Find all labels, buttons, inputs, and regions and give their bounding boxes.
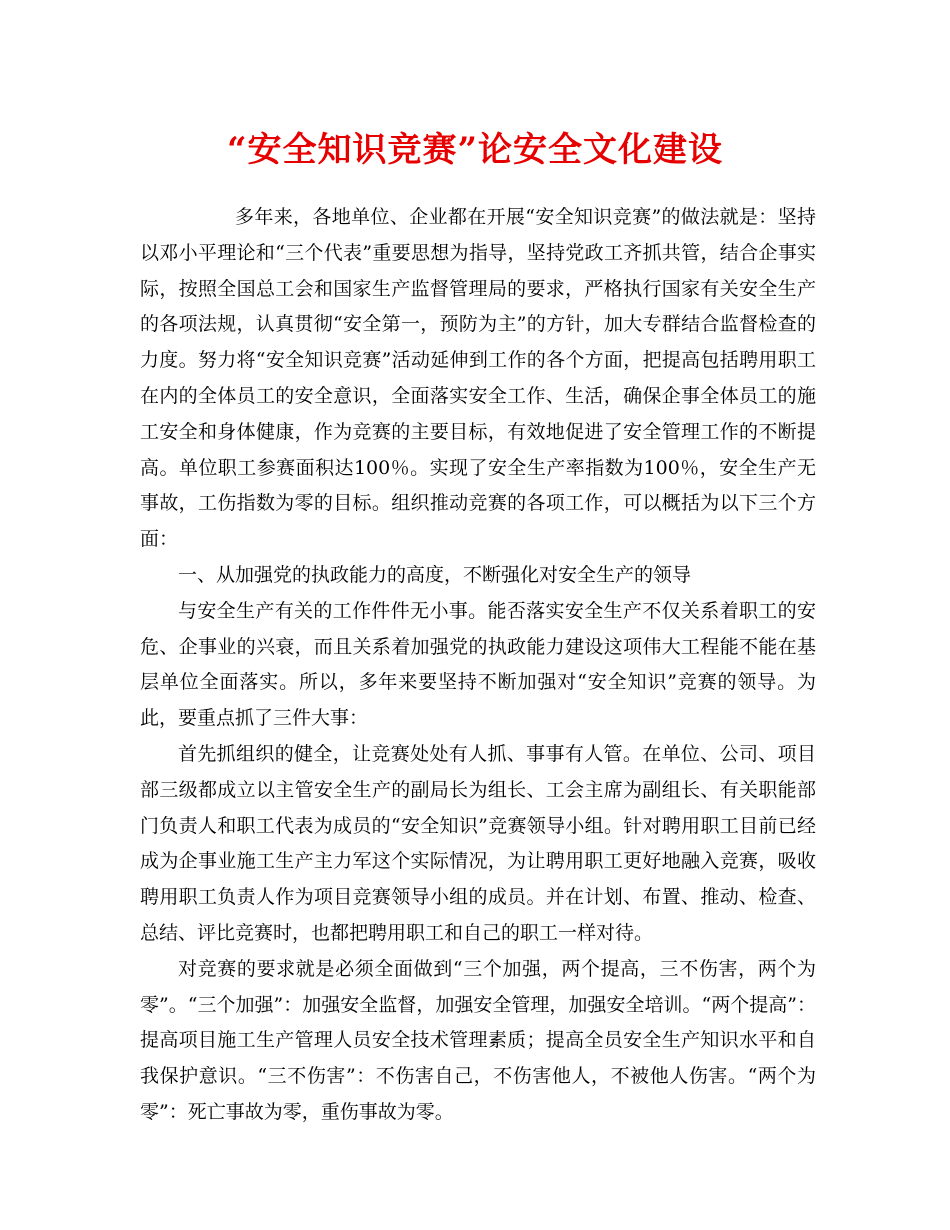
paragraph-section-1: 与安全生产有关的工作件件无小事。能否落实安全生产不仅关系着职工的安危、企事业的兴衰，而且关系着加强党的执政能力建设这项伟大工程能不能在基层单位全面落实。所以，多年来要坚持不断加强对“安全知识”竞赛的领导。为此，要重点抓了三件大事：: [140, 599, 816, 730]
paragraph-organization: 首先抓组织的健全，让竞赛处处有人抓、事事有人管。在单位、公司、项目部三级都成立以主管安全生产的副局长为组长、工会主席为副组长、有关职能部门负责人和职工代表为成员的“安全知识”竞赛领导小组。针对聘用职工目前已经成为企事业施工生产主力军这个实际情况，为让聘用职工更好地融入竞赛，吸收聘用职工负责人作为项目竞赛领导小组的成员。并在计划、布置、推动、检查、总结、评比竞赛时，也都把聘用职工和自己的职工一样对待。: [140, 742, 816, 944]
document-title: “安全知识竞赛”论安全文化建设: [226, 130, 724, 170]
paragraph-intro: 多年来，各地单位、企业都在开展“安全知识竞赛”的做法就是：坚持以邓小平理论和“三个代表”重要思想为指导，坚持党政工齐抓共管，结合企事实际，按照全国总工会和国家生产监督管理局的要求，严格执行国家有关安全生产的各项法规，认真贯彻“安全第一，预防为主”的方针，加大专群结合监督检查的力度。努力将“安全知识竞赛”活动延伸到工作的各个方面，把提高包括聘用职工在内的全体员工的安全意识，全面落实安全工作、生活，确保企事全体员工的施工安全和身体健康，作为竞赛的主要目标，有效地促进了安全管理工作的不断提高。单位职工参赛面积达100％。实现了安全生产率指数为100％，安全生产无事故，工伤指数为零的目标。组织推动竞赛的各项工作，可以概括为以下三个方面：: [140, 206, 816, 551]
document-body: [140, 200, 816, 1131]
paragraph-requirements: 对竞赛的要求就是必须全面做到“三个加强，两个提高，三不伤害，两个为零”。“三个加强”：加强安全监督，加强安全管理，加强安全培训。“两个提高”：提高项目施工生产管理人员安全技术管理素质；提高全员安全生产知识水平和自我保护意识。“三不伤害”：不伤害自己，不伤害他人，不被他人伤害。“两个为零”：死亡事故为零，重伤事故为零。: [140, 957, 816, 1123]
section-heading-1: 一、从加强党的执政能力的高度，不断强化对安全生产的领导: [178, 563, 692, 586]
